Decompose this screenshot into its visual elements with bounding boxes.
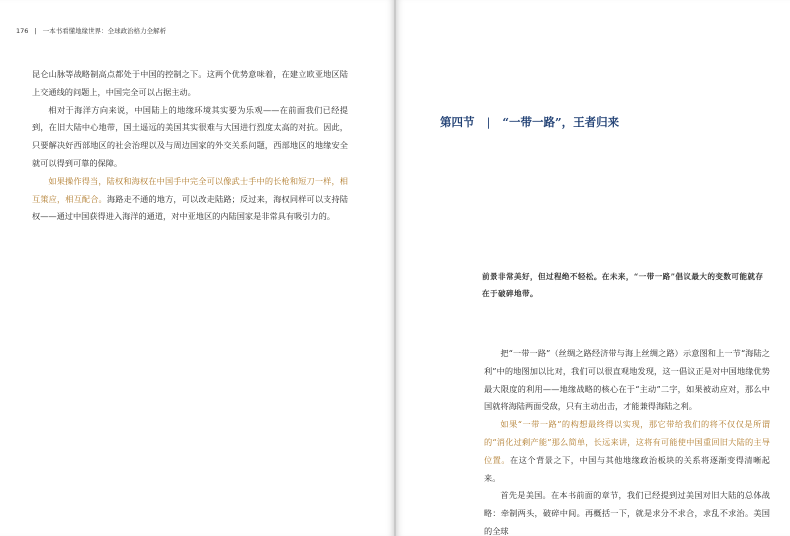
section-title-text: “一带一路”，王者归来 (502, 115, 620, 129)
highlighted-text: 如果操作得当，陆权和海权在中国手中完全可以像武士手中的长枪和短刀一样，相互策应，相互配合。 (32, 175, 348, 204)
paragraph: 首先是美国。在本书前面的章节，我们已经提到过美国对旧大陆的总体战略：牵制两头，破碎中间。再概括一下，就是求分不求合，求乱不求治。美国的全球 (484, 490, 770, 536)
section-title (440, 114, 760, 130)
epigraph: 前景非常美好，但过程绝不轻松。在未来，“一带一路”倡议最大的变数可能就存在于破碎地带。 (482, 272, 764, 298)
paragraph: 把“一带一路”（丝绸之路经济带与海上丝绸之路）示意图和上一节“海陆之利”中的地图加以比对，我们可以很直观地发现，这一倡议正是对中国地缘优势最大限度的利用——地缘战略的核心在于“主动”二字，如果被动应对，那么中国就将海陆两面受敌，只有主动出击，才能兼得海陆之利。 (484, 348, 770, 412)
right-page (396, 0, 790, 536)
highlighted-text: 如果“一带一路”的构想最终得以实现，那它带给我们的将不仅仅是所谓的“消化过剩产能”那么简单，长远来讲，这将有可能使中国重回旧大陆的主导位置。 (484, 419, 770, 465)
paragraph: 相对于海洋方向来说，中国陆上的地缘环境其实要为乐观——在前面我们已经提到，在旧大陆中心地带，国土遥远的美国其实很难与大国进行烈度太高的对抗。因此，只要解决好西部地区的社会治理以及与周边国家的外交关系问题，西部地区的地缘安全就可以得到可靠的保障。 (32, 104, 348, 168)
paragraph (484, 416, 770, 487)
left-body-text (32, 66, 348, 226)
right-body-text (484, 345, 770, 536)
paragraph-text: 在这个背景之下，中国与其他地缘政治板块的关系将逐渐变得清晰起来。 (484, 454, 770, 483)
left-page (0, 0, 394, 536)
page-number: 176 (16, 27, 29, 35)
paragraph (32, 173, 348, 226)
running-head-separator: | (34, 27, 37, 35)
section-title-separator: | (486, 115, 491, 129)
book-title: 一本书看懂地缘世界：全球政治格力全解析 (42, 27, 167, 35)
paragraph-text: 海路走不通的地方，可以改走陆路；反过来，海权同样可以支持陆权——通过中国获得进入海洋的通道，对中亚地区的内陆国家是非常具有吸引力的。 (32, 193, 348, 222)
running-head (16, 26, 166, 35)
section-number: 第四节 (440, 115, 475, 129)
paragraph: 昆仑山脉等战略制高点都处于中国的控制之下。这两个优势意味着，在建立欧亚地区陆上交通线的问题上，中国完全可以占据主动。 (32, 69, 348, 97)
